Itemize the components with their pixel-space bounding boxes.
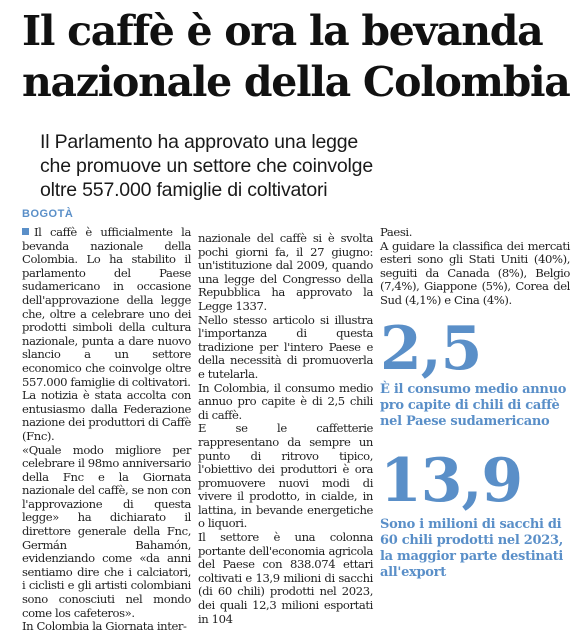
headline-line-1: Il caffè è ora la bevanda xyxy=(22,7,543,55)
paragraph: Paesi. xyxy=(380,225,412,239)
stat-number-production: 13,9 xyxy=(380,446,523,516)
paragraph: «Quale modo migliore per celebrare il 98mo anniversario della Fnc e la Giornata nazionale del caffè, se non con l'approvazione di questa legge» ha dichiarato il direttore generale della Fnc, Germán Bahamón, evidenziando come «da anni sentiamo dire che i calciatori, i ciclisti e gli artisti colombiani sono conosciuti nel mondo come los cafeteros». xyxy=(22,442,191,620)
stat-caption-consumption: È il consumo medio annuo pro capite di chili di caffè nel Paese sudamericano xyxy=(380,382,567,429)
headline-line-2: nazionale della Colombia xyxy=(22,58,570,106)
article-column-3 xyxy=(380,226,570,308)
stat-number-consumption: 2,5 xyxy=(380,314,482,384)
paragraph: nazionale del caffè si è svolta pochi giorni fa, il 27 giugno: un'istituzione dal 2009, quando una legge del Congresso della Repubblica ha approvato la Legge 1337. xyxy=(198,231,373,313)
subheadline-line-1: Il Parlamento ha approvato una legge xyxy=(40,131,359,153)
headline xyxy=(22,6,582,108)
subheadline-line-2: che promuove un settore che coinvolge xyxy=(40,155,373,177)
paragraph: Il settore è una colonna portante dell'economia agricola del Paese con 838.074 ettari coltivati e 13,9 milioni di sacchi (di 60 chili) prodotti nel 2023, dei quali 12,3 milioni esportati in 104 xyxy=(198,530,373,626)
paragraph: E se le caffetterie rappresentano da sempre un punto di ritrovo tipico, l'obiettivo dei produttori è ora promuovere nuovi modi di vivere il prodotto, in cialde, in lattina, in bevande energetiche o liquori. xyxy=(198,421,373,531)
subheadline-line-3: oltre 557.000 famiglie di coltivatori xyxy=(40,179,328,201)
article-column-1 xyxy=(22,226,191,634)
paragraph-text: Il caffè è ufficialmente la bevanda nazionale della Colombia. Lo ha stabilito il parlamento del Paese sudamericano in occasione dell'approvazione della legge che, oltre a celebrare uno dei prodotti simboli della cultura nazionale, punta a dare nuovo slancio a un settore economico che coinvolge oltre 557.000 famiglie di coltivatori. xyxy=(22,225,191,389)
paragraph: A guidare la classifica dei mercati esteri sono gli Stati Uniti (40%), seguiti da Canada (8%), Belgio (7,4%), Giappone (5%), Corea del Sud (4,1%) e Cina (4%). xyxy=(380,238,570,307)
paragraph: Nello stesso articolo si illustra l'importanza di questa tradizione per l'intero Paese e della necessità di promuoverla e tutelarla. xyxy=(198,312,373,381)
subheadline xyxy=(40,130,460,202)
article-column-2 xyxy=(198,232,373,626)
lead-square-icon xyxy=(22,228,29,235)
paragraph: La notizia è stata accolta con entusiasmo dalla Federazione nazione dei produttori di Caffè (Fnc). xyxy=(22,388,191,443)
stat-caption-production: Sono i milioni di sacchi di 60 chili prodotti nel 2023, la maggior parte destinati all'export xyxy=(380,517,564,580)
paragraph xyxy=(22,226,191,389)
paragraph: In Colombia la Giornata inter- xyxy=(22,619,187,634)
dateline: BOGOTÀ xyxy=(22,208,74,220)
paragraph: In Colombia, il consumo medio annuo pro capite è di 2,5 chili di caffè. xyxy=(198,380,373,422)
